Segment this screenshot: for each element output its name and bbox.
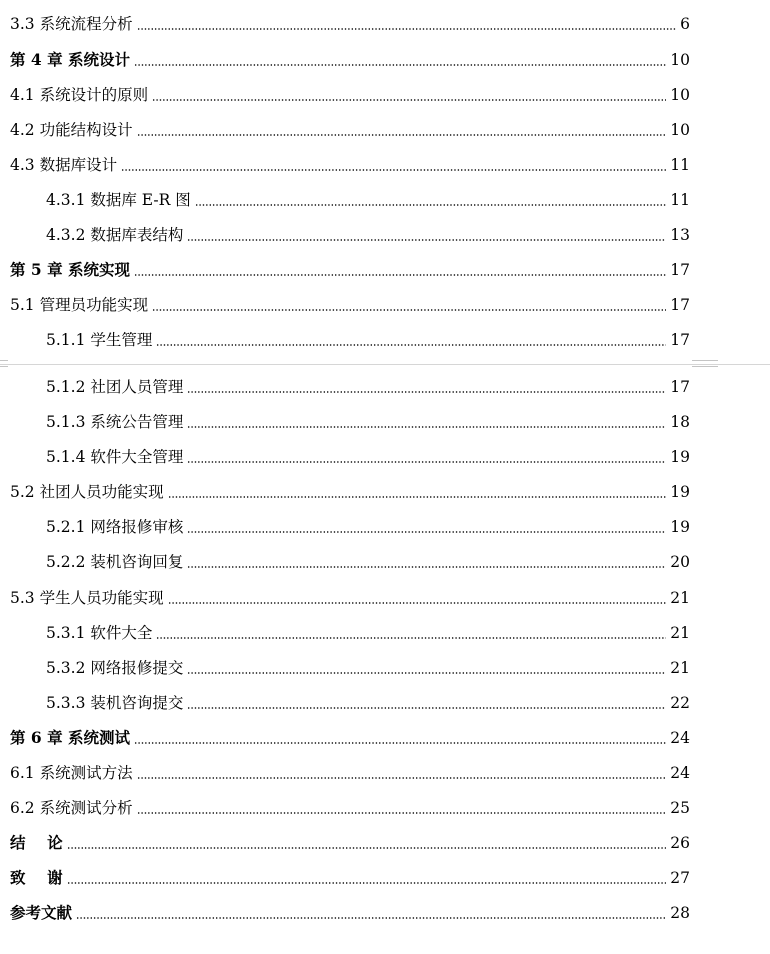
toc-entry-chapter[interactable]	[10, 864, 690, 888]
toc-entry-title: 第 4 章 系统设计	[10, 50, 130, 69]
toc-entry-subsection[interactable]	[46, 513, 690, 537]
toc-entry-title: 4.3 数据库设计	[10, 156, 118, 174]
toc-entry-title: 5.1.3 系统公告管理	[46, 413, 184, 431]
toc-entry-title: 5.3.1 软件大全	[46, 624, 153, 642]
toc-entry-title: 参考文献	[10, 903, 73, 922]
toc-entry[interactable]	[10, 10, 690, 34]
toc-entry-title: 第 5 章 系统实现	[10, 260, 130, 279]
toc-dot-leader	[65, 833, 669, 853]
toc-entry-title: 6.1 系统测试方法	[10, 764, 133, 782]
toc-entry[interactable]	[10, 151, 690, 175]
toc-entry[interactable]	[10, 759, 690, 783]
toc-entry-title: 5.2 社团人员功能实现	[10, 483, 164, 501]
toc-entry-subsection[interactable]	[46, 326, 690, 350]
toc-page-number: 11	[670, 156, 690, 174]
toc-page-number: 11	[670, 191, 690, 209]
toc-page-number: 17	[670, 331, 690, 349]
toc-entry-chapter[interactable]	[10, 256, 690, 280]
toc-page-number: 21	[670, 624, 690, 642]
toc-entry-title: 5.1.4 软件大全管理	[46, 448, 184, 466]
toc-page-number: 20	[670, 553, 690, 571]
toc-page-number: 21	[670, 659, 690, 677]
toc-dot-leader	[135, 14, 679, 34]
toc-entry-title: 5.1.2 社团人员管理	[46, 378, 184, 396]
toc-page-number: 18	[670, 413, 690, 431]
toc-dot-leader	[185, 447, 668, 467]
toc-dot-leader	[150, 85, 668, 105]
page-break-separator	[0, 356, 770, 372]
toc-page-number: 26	[670, 834, 690, 852]
toc-entry-subsection[interactable]	[46, 689, 690, 713]
toc-page-number: 6	[680, 15, 690, 33]
toc-dot-leader	[135, 798, 669, 818]
toc-dot-leader	[185, 225, 668, 245]
toc-dot-leader	[185, 658, 668, 678]
toc-dot-leader	[185, 412, 668, 432]
toc-page-number: 24	[670, 729, 690, 747]
toc-entry-title: 4.3.2 数据库表结构	[46, 226, 184, 244]
page-margin-mark-left	[0, 360, 8, 367]
toc-page-number: 17	[670, 378, 690, 396]
toc-page-number: 25	[670, 799, 690, 817]
toc-page-number: 13	[670, 226, 690, 244]
toc-entry-subsection[interactable]	[46, 443, 690, 467]
toc-entry-title: 致 谢	[10, 868, 63, 887]
toc-dot-leader	[150, 295, 668, 315]
toc-page-number: 27	[670, 869, 690, 887]
toc-dot-leader	[166, 588, 669, 608]
toc-page-number: 21	[670, 589, 690, 607]
toc-entry[interactable]	[10, 291, 690, 315]
toc-entry-title: 第 6 章 系统测试	[10, 728, 130, 747]
toc-entry[interactable]	[10, 478, 690, 502]
toc-entry-chapter[interactable]	[10, 899, 690, 923]
toc-dot-leader	[185, 377, 668, 397]
toc-entry[interactable]	[10, 81, 690, 105]
toc-entry-title: 5.1 管理员功能实现	[10, 296, 149, 314]
toc-entry-title: 5.2.2 装机咨询回复	[46, 553, 184, 571]
toc-entry-subsection[interactable]	[46, 373, 690, 397]
toc-entry-title: 5.3 学生人员功能实现	[10, 589, 164, 607]
toc-entry-title: 4.3.1 数据库 E-R 图	[46, 191, 191, 209]
toc-entry-title: 5.3.3 装机咨询提交	[46, 694, 184, 712]
toc-entry-title: 结 论	[10, 833, 63, 852]
toc-entry-subsection[interactable]	[46, 221, 690, 245]
toc-entry-title: 5.3.2 网络报修提交	[46, 659, 184, 677]
toc-dot-leader	[74, 903, 668, 923]
toc-entry-chapter[interactable]	[10, 46, 690, 70]
page-margin-mark-right	[692, 360, 718, 367]
toc-entry-subsection[interactable]	[46, 186, 690, 210]
toc-dot-leader	[166, 482, 669, 502]
toc-entry-subsection[interactable]	[46, 548, 690, 572]
toc-entry-chapter[interactable]	[10, 724, 690, 748]
toc-entry-title: 5.1.1 学生管理	[46, 331, 153, 349]
toc-page-number: 10	[670, 51, 690, 69]
toc-page-number: 28	[670, 904, 690, 922]
toc-entry-title: 4.2 功能结构设计	[10, 121, 133, 139]
toc-entry-title: 6.2 系统测试分析	[10, 799, 133, 817]
toc-dot-leader	[132, 728, 668, 748]
toc-dot-leader	[185, 552, 668, 572]
toc-entry[interactable]	[10, 794, 690, 818]
toc-page-number: 19	[670, 518, 690, 536]
toc-dot-leader	[185, 693, 668, 713]
toc-entry-subsection[interactable]	[46, 408, 690, 432]
toc-page-number: 19	[670, 448, 690, 466]
toc-entry-subsection[interactable]	[46, 619, 690, 643]
toc-page-number: 24	[670, 764, 690, 782]
toc-dot-leader	[135, 763, 669, 783]
toc-dot-leader	[193, 190, 669, 210]
toc-dot-leader	[154, 623, 668, 643]
toc-entry-title: 4.1 系统设计的原则	[10, 86, 149, 104]
toc-entry-subsection[interactable]	[46, 654, 690, 678]
toc-dot-leader	[65, 868, 669, 888]
toc-page-number: 17	[670, 296, 690, 314]
toc-dot-leader	[135, 120, 669, 140]
toc-entry[interactable]	[10, 116, 690, 140]
toc-page-number: 10	[670, 86, 690, 104]
toc-entry-title: 3.3 系统流程分析	[10, 15, 133, 33]
toc-page-number: 10	[670, 121, 690, 139]
toc-page-number: 19	[670, 483, 690, 501]
toc-dot-leader	[119, 155, 668, 175]
page-break-line	[0, 364, 770, 365]
toc-dot-leader	[132, 260, 668, 280]
toc-dot-leader	[185, 517, 668, 537]
toc-dot-leader	[132, 50, 668, 70]
toc-dot-leader	[154, 330, 668, 350]
toc-entry-title: 5.2.1 网络报修审核	[46, 518, 184, 536]
toc-entry[interactable]	[10, 584, 690, 608]
toc-entry-chapter[interactable]	[10, 829, 690, 853]
toc-page-number: 17	[670, 261, 690, 279]
toc-page-number: 22	[670, 694, 690, 712]
